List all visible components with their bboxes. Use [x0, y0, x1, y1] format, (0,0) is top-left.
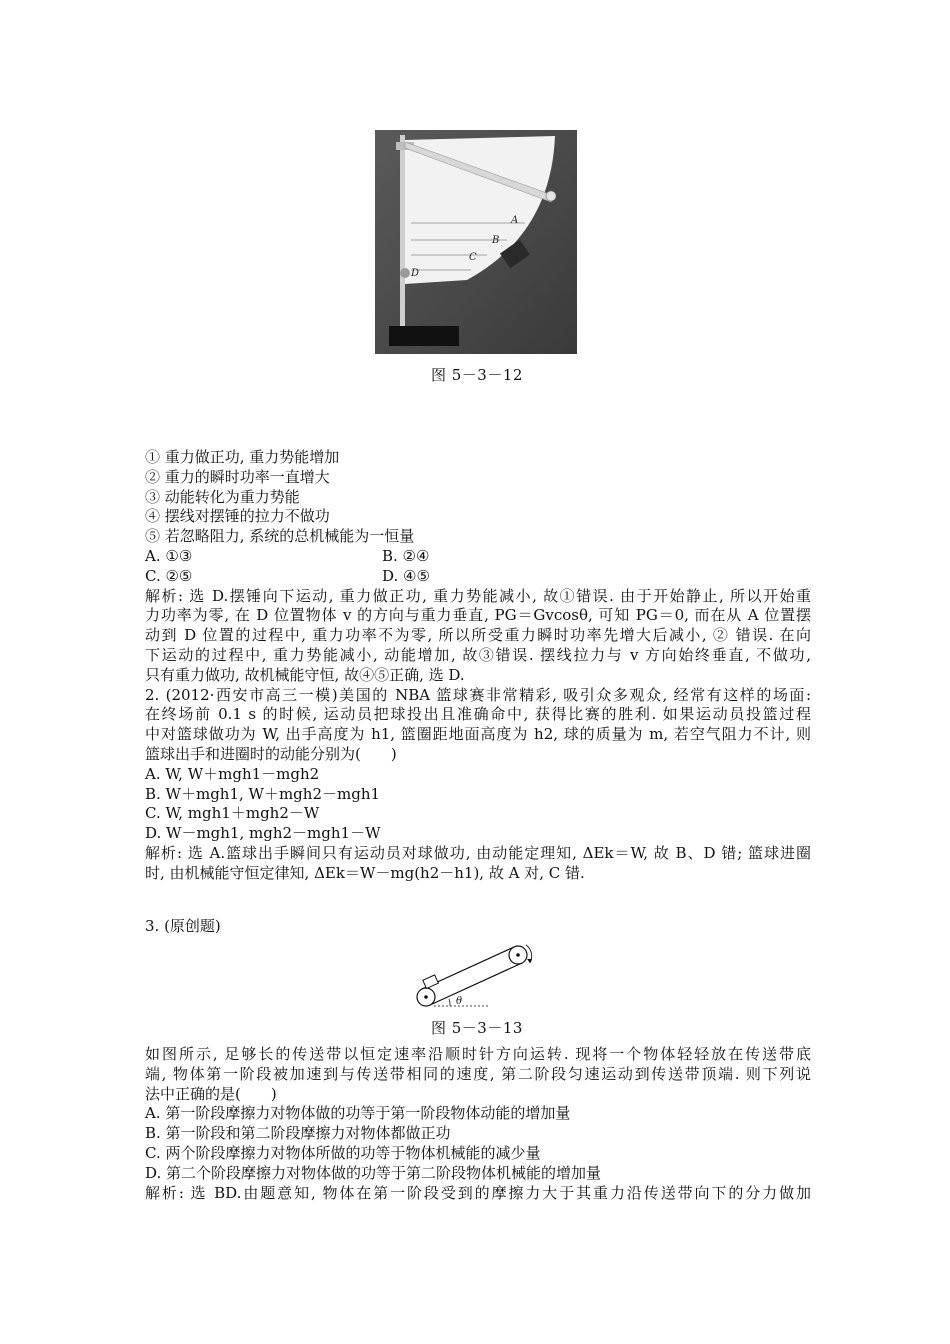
stand-base — [389, 326, 459, 346]
statement-5: ⑤ 若忽略阻力, 系统的总机械能为一恒量 — [145, 527, 415, 546]
option-a: A. ①③ — [145, 546, 193, 565]
option-c: C. ②⑤ — [145, 566, 193, 585]
label-c: C — [469, 252, 477, 263]
label-a: A — [511, 215, 519, 226]
pivot-clamp — [400, 268, 410, 278]
option-b: B. W＋mgh1, W＋mgh2－mgh1 — [145, 784, 381, 803]
conveyor-belt-diagram — [412, 937, 540, 1011]
question-block-3 — [145, 1045, 811, 1203]
statement-1: ① 重力做正功, 重力势能增加 — [145, 448, 340, 466]
option-c: C. W, mgh1＋mgh2－W — [145, 804, 320, 823]
question-stem-line: 端, 物体第一阶段被加速到与传送带相同的速度, 第二阶段匀速运动到传送带顶端. 则下列说 — [145, 1064, 811, 1083]
analysis-line: 力功率为零, 在 D 位置物体 v 的方向与重力垂直, PG＝Gvcosθ, 可知 PG＝0, 而在从 A 位置摆 — [145, 606, 811, 625]
analysis-line: 解析: 选 D.摆锤向下运动, 重力做正功, 重力势能减小, 故①错误. 由于开始静止, 所以开始重 — [145, 586, 811, 605]
option-d: D. ④⑤ — [382, 566, 430, 585]
stand-pole — [400, 135, 405, 335]
option-a: A. W, W＋mgh1－mgh2 — [145, 764, 320, 783]
object-block — [423, 975, 439, 989]
question-stem-line: 篮球出手和进圈时的动能分别为( ) — [145, 744, 397, 763]
label-b: B — [492, 235, 500, 246]
option-d: D. 第二个阶段摩擦力对物体做的功等于第二阶段物体机械能的增加量 — [145, 1163, 602, 1182]
statement-2: ② 重力的瞬时功率一直增大 — [145, 467, 330, 486]
analysis-line: 解析: 选 A.篮球出手瞬间只有运动员对球做功, 由动能定理知, ΔEk＝W, 故 B、D 错; 篮球进圈 — [145, 843, 811, 862]
question-stem-line: 法中正确的是( ) — [145, 1084, 277, 1103]
figure-caption-5-3-13: 图 5－3－13 — [431, 1019, 523, 1037]
option-d: D. W－mgh1, mgh2－mgh1－W — [145, 824, 381, 843]
analysis-line: 动到 D 位置的过程中, 重力功率不为零, 所以所受重力瞬时功率先增大后减小, ② 错误. 在向 — [145, 626, 811, 645]
question-3-title: 3. (原创题) — [145, 917, 221, 935]
pendulum-photo — [375, 130, 577, 354]
question-stem-line: 如图所示, 足够长的传送带以恒定速率沿顺时针方向运转. 现将一个物体轻轻放在传送带底 — [145, 1045, 811, 1063]
options-row-1 — [145, 547, 811, 567]
statement-3: ③ 动能转化为重力势能 — [145, 487, 300, 506]
option-a: A. 第一阶段摩擦力对物体做的功等于第一阶段物体动能的增加量 — [145, 1104, 571, 1123]
option-b: B. 第一阶段和第二阶段摩擦力对物体都做正功 — [145, 1124, 451, 1143]
belt-lower — [430, 963, 522, 1005]
analysis-line: 下运动的过程中, 重力势能减小, 动能增加, 故③错误. 摆线拉力与 v 方向始终垂直, 不做功, — [145, 645, 811, 664]
statement-4: ④ 摆线对摆锤的拉力不做功 — [145, 507, 330, 526]
question-block-1-2 — [145, 448, 811, 884]
question-stem-line: 中对篮球做功为 W, 出手高度为 h1, 篮圈距地面高度为 h2, 球的质量为 m, 若空气阻力不计, 则 — [145, 725, 811, 744]
options-row-2 — [145, 567, 811, 587]
option-c: C. 两个阶段摩擦力对物体所做的功等于物体机械能的减少量 — [145, 1143, 541, 1162]
angle-theta-label: θ — [456, 996, 463, 1007]
analysis-line: 解析: 选 BD.由题意知, 物体在第一阶段受到的摩擦力大于其重力沿传送带向下的分力做加 — [145, 1183, 811, 1202]
analysis-line: 时, 由机械能守恒定律知, ΔEk＝W－mg(h2－h1), 故 A 对, C 错. — [145, 863, 585, 882]
option-b: B. ②④ — [382, 546, 430, 565]
analysis-line: 只有重力做功, 故机械能守恒, 故④⑤正确, 选 D. — [145, 665, 465, 684]
figure-caption-5-3-12: 图 5－3－12 — [431, 366, 523, 384]
label-d: D — [411, 268, 420, 279]
question-stem-line: 2. (2012·西安市高三一模)美国的 NBA 篮球赛非常精彩, 吸引众多观众, 经常有这样的场面: — [145, 685, 811, 704]
question-stem-line: 在终场前 0.1 s 的时候, 运动员把球投出且准确命中, 获得比赛的胜利. 如果运动员投篮过程 — [145, 705, 811, 724]
